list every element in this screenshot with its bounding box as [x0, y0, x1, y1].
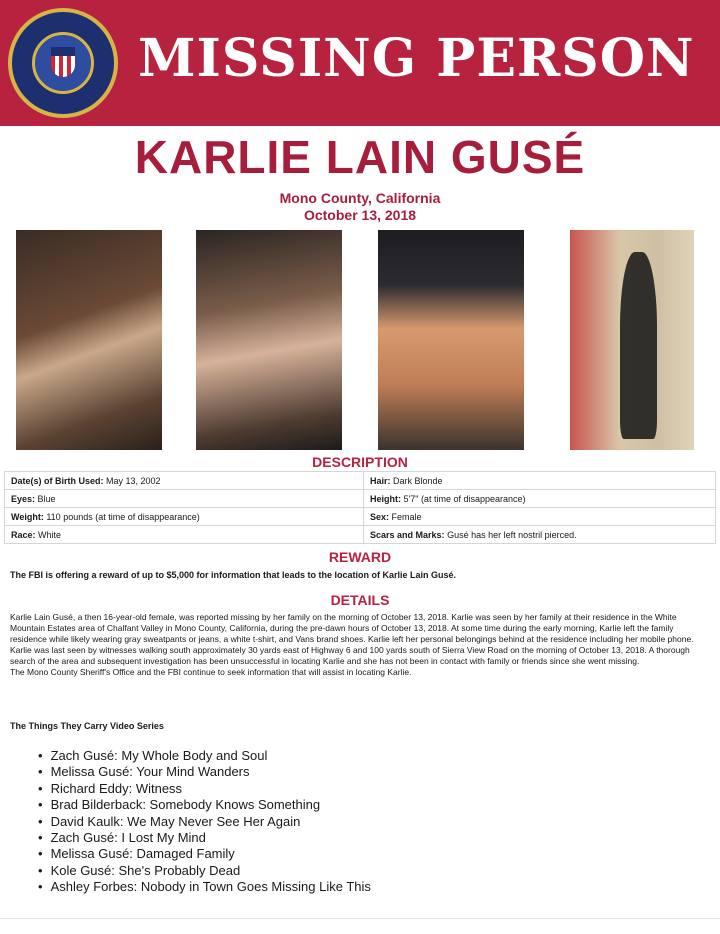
field-value: Dark Blonde — [393, 475, 443, 486]
field-value: 5'7" (at time of disappearance) — [403, 493, 526, 504]
field-value: 110 pounds (at time of disappearance) — [46, 511, 200, 522]
missing-date: October 13, 2018 — [303, 207, 417, 223]
description-cell — [5, 508, 364, 526]
description-row — [5, 508, 716, 526]
video-link[interactable]: • Melissa Gusé: Your Mind Wanders — [38, 764, 371, 780]
details-paragraph: The Mono County Sheriff's Office and the FBI continue to seek information that will assist in locating Karlie. — [10, 667, 412, 677]
field-value: Gusé has her left nostril pierced. — [447, 529, 577, 540]
field-value: Female — [391, 511, 422, 522]
video-link[interactable]: • Kole Gusé: She's Probably Dead — [38, 863, 371, 879]
field-label: Date(s) of Birth Used: — [11, 475, 104, 486]
video-link[interactable]: • Brad Bilderback: Somebody Knows Something — [38, 797, 371, 813]
location: Mono County, California — [279, 190, 441, 206]
video-series-title: The Things They Carry Video Series — [10, 721, 164, 731]
photo-1 — [16, 230, 162, 450]
field-label: Eyes: — [11, 493, 36, 504]
field-label: Scars and Marks: — [370, 529, 445, 540]
header-banner — [0, 0, 720, 126]
description-cell — [364, 472, 716, 490]
reward-text: The FBI is offering a reward of up to $5,000 for information that leads to the location of Karlie Lain Gusé. — [10, 570, 457, 580]
field-value: Blue — [37, 493, 56, 504]
field-value: White — [38, 529, 62, 540]
field-label: Sex: — [370, 511, 390, 522]
description-heading: DESCRIPTION — [312, 454, 408, 470]
video-link[interactable]: • Zach Gusé: My Whole Body and Soul — [38, 748, 371, 764]
field-label: Weight: — [11, 511, 44, 522]
details-paragraph: Karlie Lain Gusé, a then 16-year-old female, was reported missing by her family on the morning of October 13, 2018. Karlie was seen by her family at their residence in the White Mountain Estates area of Chalfant Valley in Mono County, California, during the pre-dawn hours of October 13, 2018. At some time during the early morning, Karlie left the family residence while likely wearing gray sweatpants or jeans, a white t-shirt, and Vans brand shoes. Karlie left her personal belongings behind at the residence including her mobile phone. — [10, 612, 694, 644]
video-link[interactable]: • Melissa Gusé: Damaged Family — [38, 846, 371, 862]
description-cell — [364, 490, 716, 508]
description-cell — [5, 472, 364, 490]
details-text — [10, 612, 710, 678]
description-row — [5, 472, 716, 490]
photo-4 — [570, 230, 694, 450]
banner-title: MISSING PERSON — [138, 28, 695, 89]
field-label: Hair: — [370, 475, 391, 486]
description-cell — [364, 508, 716, 526]
field-label: Height: — [370, 493, 401, 504]
description-cell — [5, 526, 364, 544]
photo-3 — [378, 230, 524, 450]
reward-heading: REWARD — [328, 549, 392, 565]
description-row — [5, 490, 716, 508]
description-table — [4, 471, 716, 544]
description-cell — [364, 526, 716, 544]
fbi-seal-icon — [8, 8, 118, 118]
person-name: KARLIE LAIN GUSÉ — [134, 131, 586, 183]
description-cell — [5, 490, 364, 508]
video-link[interactable]: • Ashley Forbes: Nobody in Town Goes Missing Like This — [38, 879, 371, 895]
details-heading: DETAILS — [330, 592, 390, 608]
video-link[interactable]: • David Kaulk: We May Never See Her Again — [38, 814, 371, 830]
video-series-list — [38, 748, 371, 896]
location-date — [0, 190, 720, 224]
field-value: May 13, 2002 — [106, 475, 161, 486]
video-link[interactable]: • Richard Eddy: Witness — [38, 781, 371, 797]
divider — [0, 918, 720, 919]
description-row — [5, 526, 716, 544]
details-paragraph: Karlie was last seen by witnesses walking south approximately 30 yards east of Highway 6 and 100 yards south of Sierra View Road on the morning of October 13, 2018. A thorough search of the area and subsequent investigation has been unsuccessful in locating Karlie and she has not been in contact with family or friends since she went missing. — [10, 645, 690, 666]
video-link[interactable]: • Zach Gusé: I Lost My Mind — [38, 830, 371, 846]
photo-2 — [196, 230, 342, 450]
field-label: Race: — [11, 529, 36, 540]
